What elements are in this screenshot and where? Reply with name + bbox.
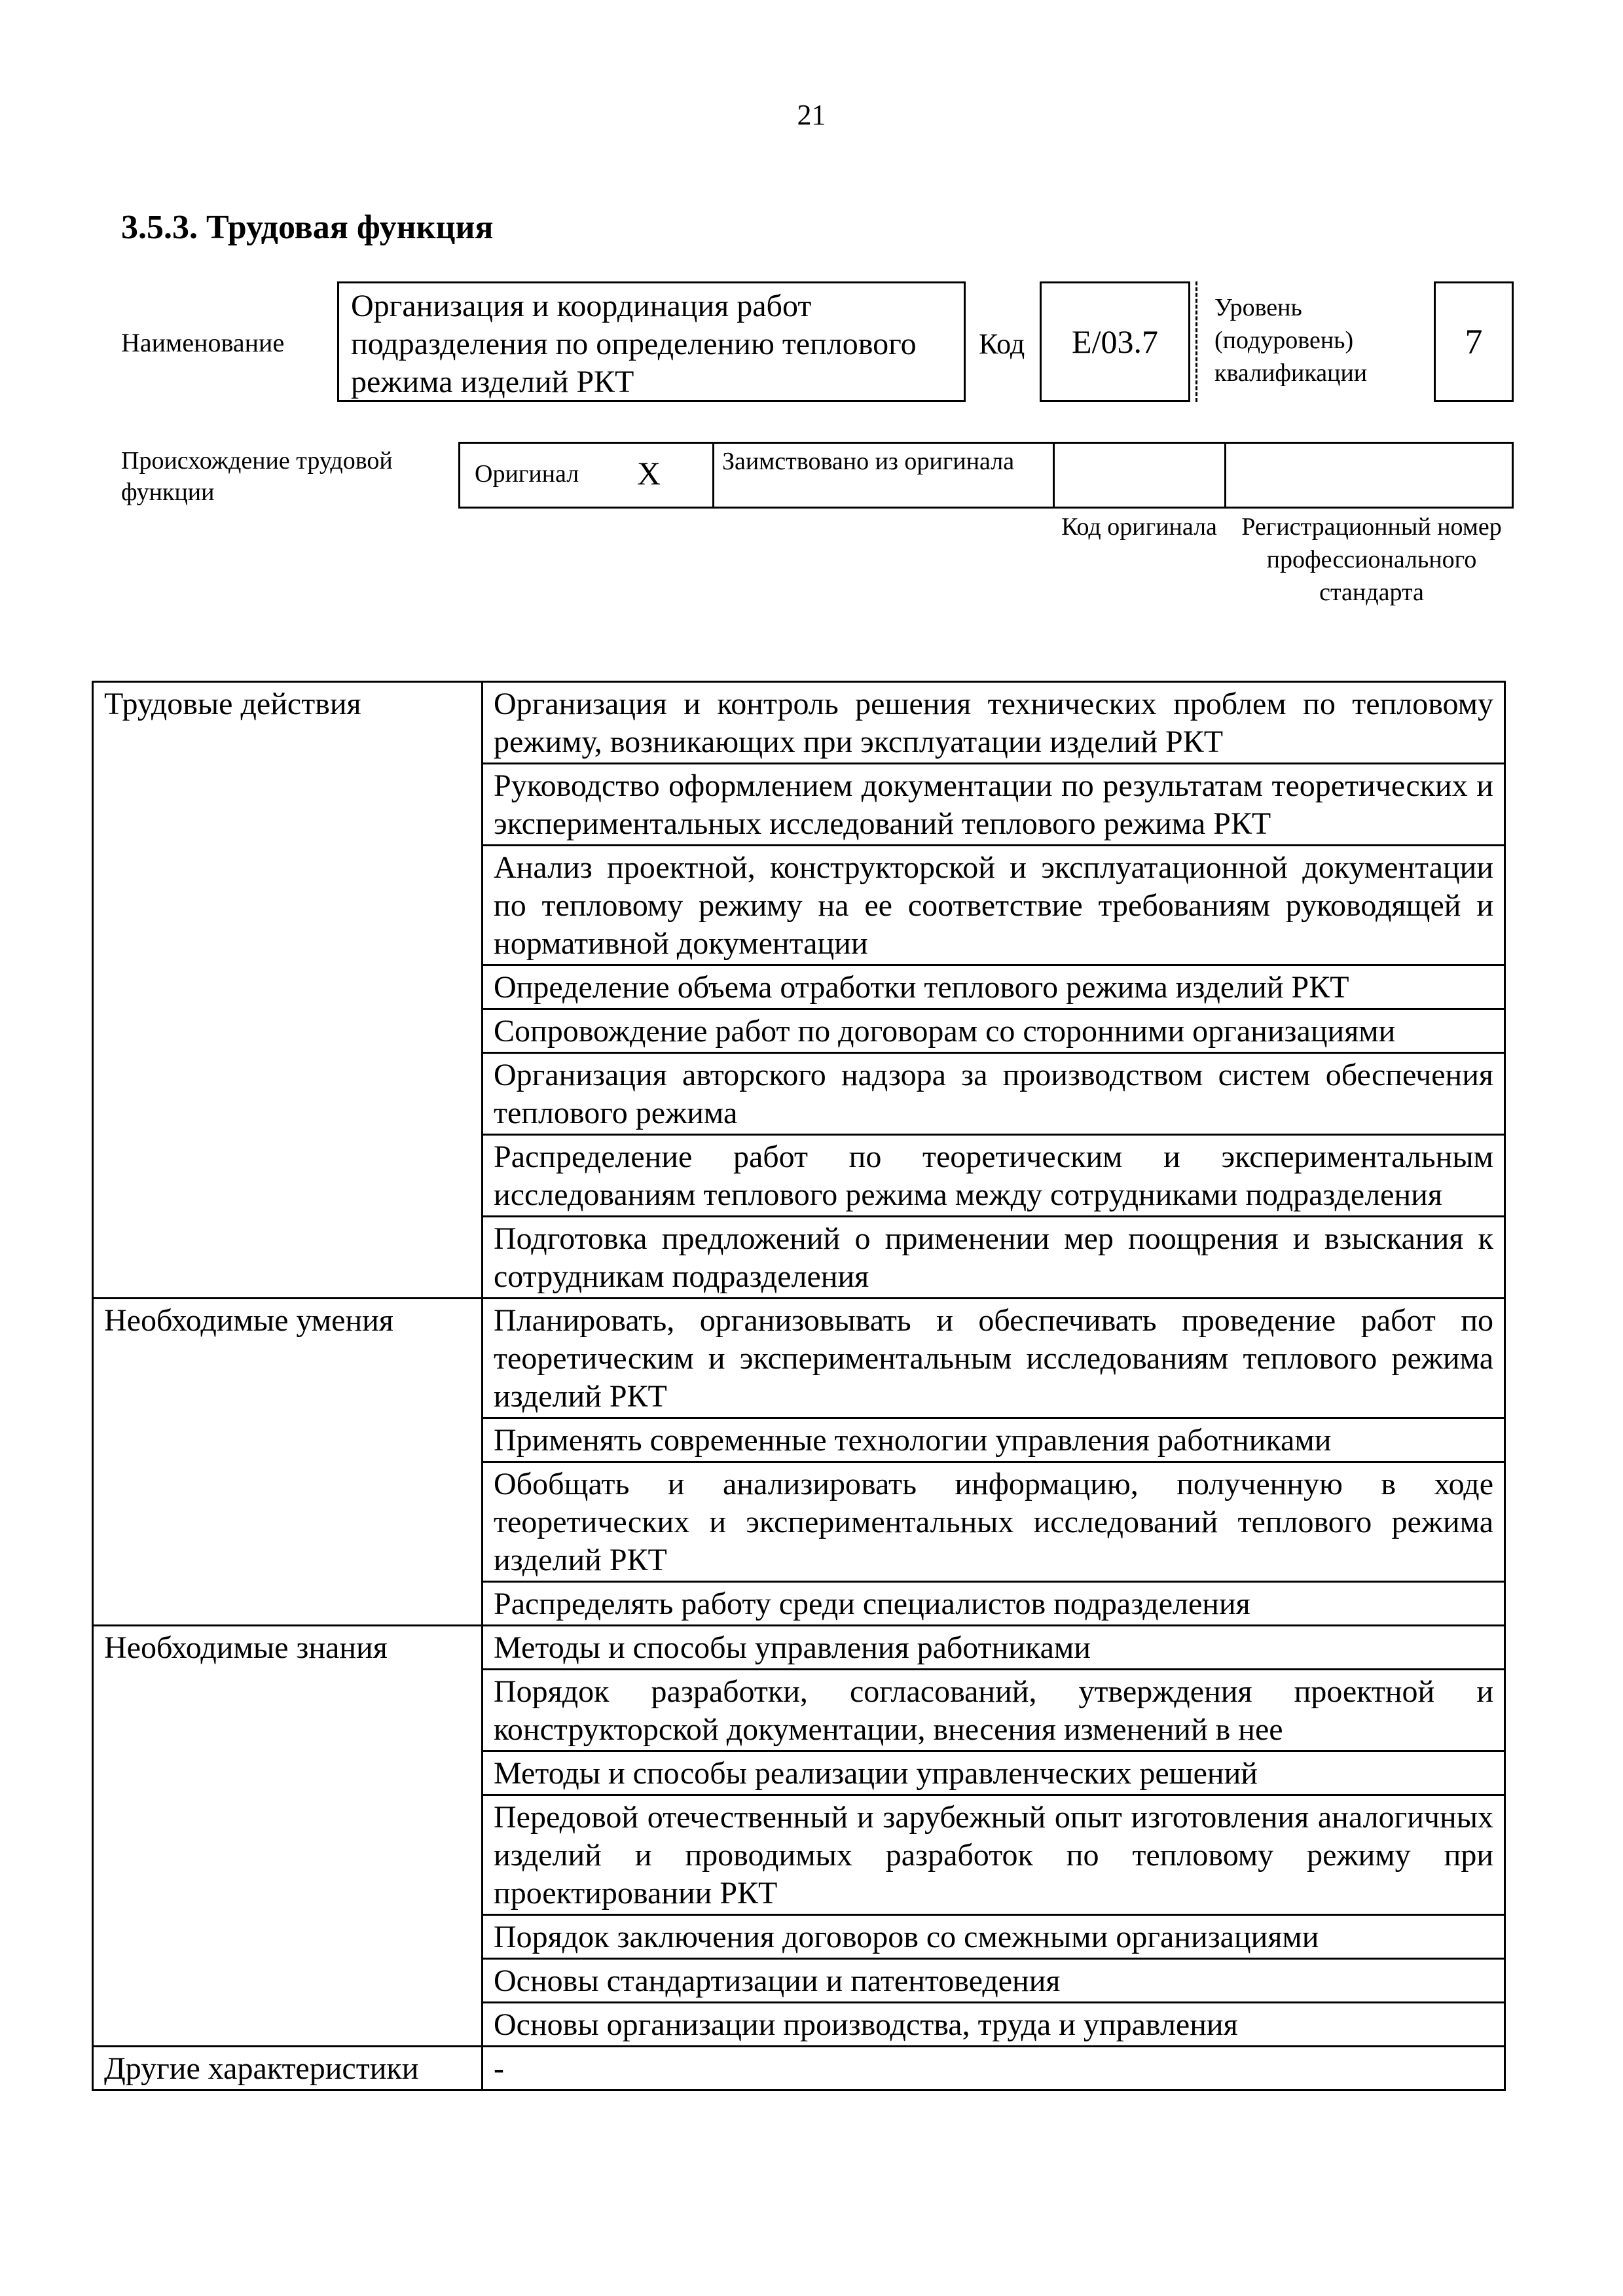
section-title: 3.5.3. Трудовая функция	[121, 209, 494, 246]
item-cell: Подготовка предложений о применении мер поощрения и взыскания к сотрудникам подразделения	[483, 1217, 1505, 1299]
borrowed-label: Заимствовано из оригинала	[722, 448, 1015, 475]
code-box	[1040, 281, 1190, 402]
level-value: 7	[1465, 322, 1483, 361]
item-cell: Сопровождение работ по договорам со сторонними организациями	[483, 1009, 1505, 1053]
code-original-cell	[1055, 444, 1226, 507]
item-cell: Порядок заключения договоров со смежными организациями	[483, 1915, 1505, 1959]
category-cell: Необходимые умения	[93, 1299, 483, 1626]
item-cell: Организация и контроль решения технических проблем по тепловому режиму, возникающих при эксплуатации изделий РКТ	[483, 682, 1505, 764]
item-cell: Основы организации производства, труда и управления	[483, 2003, 1505, 2047]
function-name-box	[337, 281, 966, 402]
item-cell: Распределять работу среди специалистов подразделения	[483, 1582, 1505, 1626]
page-number: 21	[797, 99, 826, 131]
origin-table	[458, 442, 1514, 509]
item-cell: Организация авторского надзора за производством систем обеспечения теплового режима	[483, 1053, 1505, 1135]
item-cell: Анализ проектной, конструкторской и эксплуатационной документации по тепловому режиму на ее соответствие требованиям руководящей и нормативной документации	[483, 846, 1505, 965]
item-cell: Распределение работ по теоретическим и экспериментальным исследованиям теплового режима между сотрудниками подразделения	[483, 1135, 1505, 1217]
original-mark: X	[637, 455, 661, 492]
borrowed-cell	[714, 444, 1055, 507]
item-cell: Методы и способы управления работниками	[483, 1626, 1505, 1670]
table-row	[93, 682, 1505, 764]
level-label-line1: Уровень	[1214, 294, 1302, 321]
origin-original-cell	[460, 444, 714, 507]
level-box	[1434, 281, 1514, 402]
origin-label: Происхождение трудовой функции	[121, 447, 393, 506]
dashed-separator	[1195, 281, 1197, 402]
table-row	[93, 2047, 1505, 2090]
item-cell: Планировать, организовывать и обеспечивать проведение работ по теоретическим и экспериментальным исследованиям теплового режима изделий РКТ	[483, 1299, 1505, 1418]
category-cell: Необходимые знания	[93, 1626, 483, 2047]
table-body	[93, 682, 1505, 2090]
function-details-table	[92, 681, 1506, 2091]
table-row	[93, 1626, 1505, 1670]
reg-number-cell	[1226, 444, 1512, 507]
item-cell: Определение объема отработки теплового режима изделий РКТ	[483, 965, 1505, 1009]
item-cell: Методы и способы реализации управленческих решений	[483, 1751, 1505, 1795]
item-cell: -	[483, 2047, 1505, 2090]
item-cell: Руководство оформлением документации по результатам теоретических и экспериментальных исследований теплового режима РКТ	[483, 764, 1505, 846]
level-label-line3: квалификации	[1214, 359, 1368, 387]
reg-number-caption: Регистрационный номер профессионального стандарта	[1241, 513, 1502, 606]
level-label-line2: (подуровень)	[1214, 327, 1354, 354]
category-cell: Трудовые действия	[93, 682, 483, 1299]
level-label	[1214, 291, 1367, 389]
name-label: Наименование	[121, 328, 285, 357]
function-name-value: Организация и координация работ подразделения по определению теплового режима изделий РКТ	[351, 289, 917, 399]
code-original-caption: Код оригинала	[1061, 513, 1217, 541]
item-cell: Передовой отечественный и зарубежный опыт изготовления аналогичных изделий и проводимых разработок по тепловому режиму при проектировании РКТ	[483, 1795, 1505, 1915]
original-label: Оригинал	[475, 460, 579, 488]
code-value: E/03.7	[1072, 323, 1158, 360]
category-cell: Другие характеристики	[93, 2047, 483, 2090]
code-label: Код	[979, 328, 1025, 360]
item-cell: Применять современные технологии управления работниками	[483, 1418, 1505, 1462]
item-cell: Основы стандартизации и патентоведения	[483, 1959, 1505, 2003]
table-row	[93, 1299, 1505, 1418]
item-cell: Обобщать и анализировать информацию, полученную в ходе теоретических и экспериментальных исследований теплового режима изделий РКТ	[483, 1462, 1505, 1582]
item-cell: Порядок разработки, согласований, утверждения проектной и конструкторской документации, внесения изменений в нее	[483, 1670, 1505, 1751]
